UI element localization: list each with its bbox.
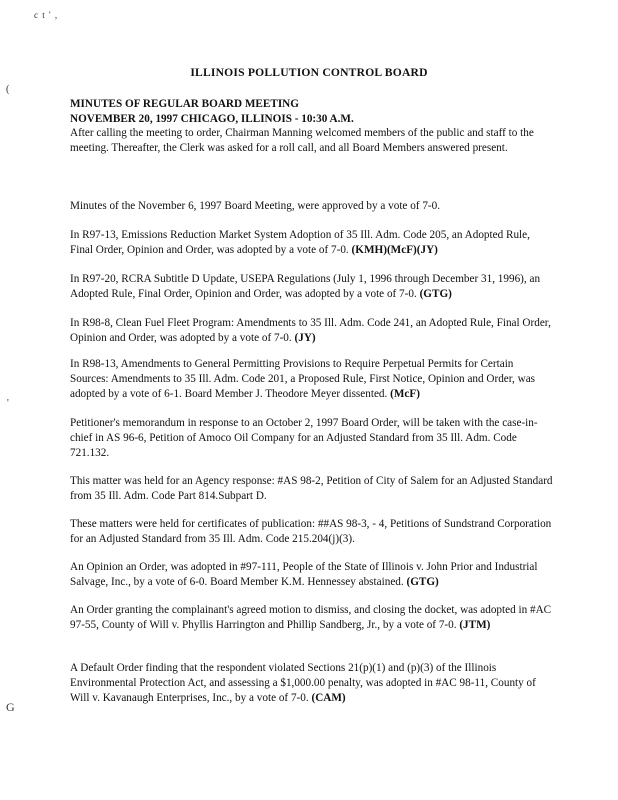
- member-initials: (KMH)(McF)(JY): [351, 243, 438, 256]
- member-initials: (GTG): [419, 287, 452, 300]
- paragraph-as-96-6: [70, 416, 554, 460]
- paragraph-r97-20: [70, 272, 554, 302]
- paragraph-text: After calling the meeting to order, Chairman Manning welcomed members of the public and staff to the meeting. Thereafter, the Clerk was asked for a roll call, and all Board Members answered present.: [70, 127, 534, 154]
- paragraph-r97-13: [70, 228, 554, 258]
- paragraph-r98-8: [70, 316, 554, 346]
- member-initials: (JTM): [459, 618, 491, 631]
- paragraph-as-98-2: [70, 474, 554, 504]
- member-initials: (GTG): [406, 575, 439, 588]
- member-initials: (CAM): [311, 691, 346, 704]
- paragraph-ac-98-11: [70, 661, 554, 705]
- paragraph-minutes-approval: [70, 199, 554, 214]
- paragraph-text: These matters were held for certificates of publication: ##AS 98-3, - 4, Petitions of Sundstrand Corporation for an Adjusted Standard from 35 Ill. Adm. Code 215.204(j)(3).: [70, 518, 552, 545]
- minutes-heading-line-1: MINUTES OF REGULAR BOARD MEETING: [70, 98, 299, 110]
- paragraph-text: This matter was held for an Agency response: #AS 98-2, Petition of City of Salem for an Adjusted Standard from 35 Ill. Adm. Code Part 814.Subpart D.: [70, 475, 553, 502]
- paragraph-text: In R98-8, Clean Fuel Fleet Program: Amendments to 35 Ill. Adm. Code 241, an Adopted Rule, Final Order, Opinion and Order, was adopted by a vote of 7-0.: [70, 317, 551, 344]
- paragraph-text: In R98-13, Amendments to General Permitting Provisions to Require Perpetual Permits for Certain Sources: Amendments to 35 Ill. Adm. Code 201, a Proposed Rule, First Notice, Opinion and Order, was adopted by a vote of 6-1. Board Member J. Theodore Meyer dissented.: [70, 358, 536, 400]
- paragraph-r98-13: [70, 357, 554, 401]
- paragraph-text: Minutes of the November 6, 1997 Board Meeting, were approved by a vote of 7-0.: [70, 200, 441, 212]
- paragraph-text: An Order granting the complainant's agreed motion to dismiss, and closing the docket, was adopted in #AC 97-55, County of Will v. Phyllis Harrington and Phillip Sandberg, Jr., by a vote of 7-0.: [70, 604, 552, 631]
- paragraph-text: Petitioner's memorandum in response to an October 2, 1997 Board Order, will be taken with the case-in-chief in AS 96-6, Petition of Amoco Oil Company for an Adjusted Standard from 35 Ill. Adm. Code 721.132.: [70, 417, 538, 459]
- minutes-heading: [70, 97, 354, 126]
- paragraph-text: An Opinion an Order, was adopted in #97-111, People of the State of Illinois v. John Prior and Industrial Salvage, Inc., by a vote of 6-0. Board Member K.M. Hennessey abstained.: [70, 561, 538, 588]
- paragraph-ac-97-55: [70, 603, 554, 633]
- paragraph-as-98-3-4: [70, 517, 554, 547]
- minutes-heading-line-2: NOVEMBER 20, 1997 CHICAGO, ILLINOIS - 10:30 A.M.: [70, 112, 354, 125]
- board-title: ILLINOIS POLLUTION CONTROL BOARD: [190, 66, 428, 79]
- scan-artifact-top: c t ' ,: [34, 10, 59, 20]
- paragraph-text: In R97-20, RCRA Subtitle D Update, USEPA Regulations (July 1, 1996 through December 31, 1996), an Adopted Rule, Final Order, Opinion and Order, was adopted by a vote of 7-0.: [70, 273, 541, 300]
- scan-artifact-left-2: ': [7, 398, 10, 409]
- scan-artifact-left-1: (: [6, 84, 11, 95]
- scan-artifact-left-3: G: [6, 700, 16, 714]
- member-initials: (McF): [390, 387, 420, 400]
- paragraph-text: A Default Order finding that the respondent violated Sections 21(p)(1) and (p)(3) of the Illinois Environmental Protection Act, and assessing a $1,000.00 penalty, was adopted in #AC 98-11, County of Will v. Kavanaugh Enterprises, Inc., by a vote of 7-0.: [70, 662, 536, 704]
- paragraph-97-111: [70, 560, 554, 590]
- member-initials: (JY): [294, 331, 316, 344]
- paragraph-text: In R97-13, Emissions Reduction Market System Adoption of 35 Ill. Adm. Code 205, an Adopted Rule, Final Order, Opinion and Order, was adopted by a vote of 7-0.: [70, 229, 530, 256]
- paragraph-call-to-order: [70, 126, 554, 156]
